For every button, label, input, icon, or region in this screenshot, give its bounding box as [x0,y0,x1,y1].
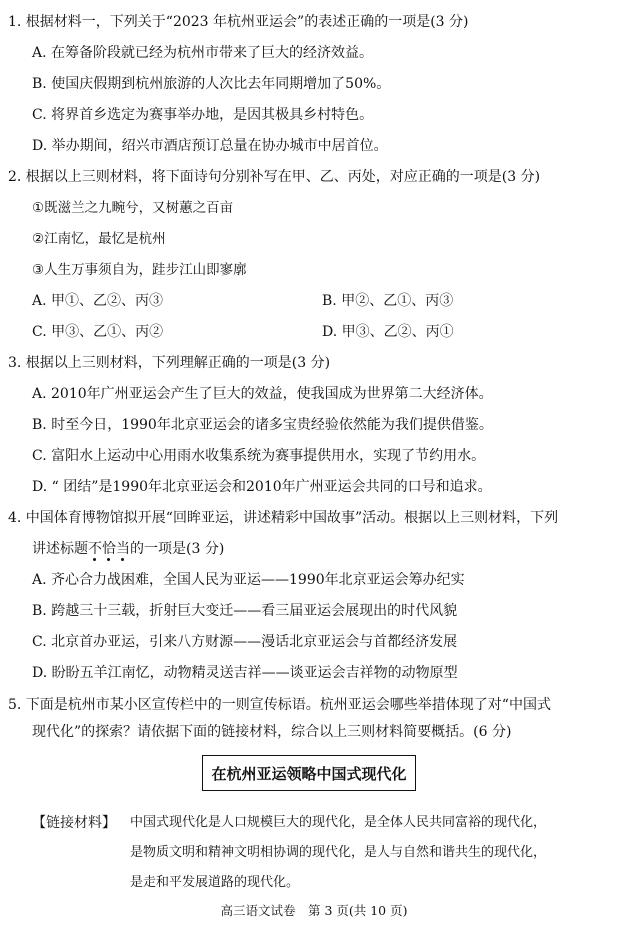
q5-stem-line2: 现代化”的探索？请依据下面的链接材料，综合以上三则材料简要概括。(6 分) [32,724,512,740]
slogan-box [202,755,416,791]
q3-option-c: C. 富阳水上运动中心用雨水收集系统为赛事提供用水，实现了节约用水。 [32,448,486,464]
q3-option-a: A. 2010年广州亚运会产生了巨大的效益，使我国成为世界第二大经济体。 [32,386,493,402]
link-material-line-3: 是走和平发展道路的现代化。 [130,875,300,890]
q2-option-a: A. 甲①、乙②、丙③ [32,293,164,309]
q2-option-b: B. 甲②、乙①、丙③ [322,293,454,309]
q4-stem-line1: 4. 中国体育博物馆拟开展“回眸亚运，讲述精彩中国故事”活动。根据以上三则材料，下列 [8,510,559,526]
q2-option-d: D. 甲③、乙②、丙① [322,324,454,340]
q4-option-a: A. 齐心合力战困难，全国人民为亚运——1990年北京亚运会筹办纪实 [32,572,465,588]
q4-emphasis-text: 不恰当 [88,541,130,557]
link-material-line-1: 中国式现代化是人口规模巨大的现代化，是全体人民共同富裕的现代化， [130,815,547,830]
q4-emphasis [88,541,130,557]
q1-option-d: D. 举办期间，绍兴市酒店预订总量在协办城市中居首位。 [32,138,388,154]
q4-option-d: D. 盼盼五羊江南忆，动物精灵送吉祥——谈亚运会吉祥物的动物原型 [32,665,458,681]
q4-option-c: C. 北京首办亚运，引来八方财源——漫话北京亚运会与首都经济发展 [32,634,458,650]
slogan-text: 在杭州亚运领略中国式现代化 [211,764,407,783]
q4-stem-suffix: 的一项是(3 分) [130,541,225,557]
emphasis-dot [107,558,110,561]
q3-option-b: B. 时至今日，1990年北京亚运会的诸多宝贵经验依然能为我们提供借鉴。 [32,417,493,433]
q4-stem-prefix: 讲述标题 [32,541,88,557]
q2-poem-2: ②江南忆，最忆是杭州 [32,231,166,247]
q2-poem-1: ①既滋兰之九畹兮，又树蕙之百亩 [32,200,234,216]
q4-stem-line2 [32,539,224,559]
q1-stem: 1. 根据材料一，下列关于“2023 年杭州亚运会”的表述正确的一项是(3 分) [8,14,469,30]
q2-poem-3: ③人生万事须自为，跬步江山即寥廓 [32,262,247,278]
link-material-label: 【链接材料】 [32,815,116,831]
q1-option-c: C. 将界首乡选定为赛事举办地，是因其极具乡村特色。 [32,107,374,123]
q2-option-c: C. 甲③、乙①、丙② [32,324,164,340]
q3-option-d: D. “ 团结”是1990年北京亚运会和2010年广州亚运会共同的口号和追求。 [32,479,492,495]
emphasis-dot [93,558,96,561]
emphasis-dot [121,558,124,561]
q4-option-b: B. 跨越三十三载，折射巨大变迁——看三届亚运会展现出的时代风貌 [32,603,458,619]
q2-stem: 2. 根据以上三则材料，将下面诗句分别补写在甲、乙、丙处，对应正确的一项是(3 分) [8,169,541,185]
page-footer: 高三语文试卷 第 3 页(共 10 页) [220,903,408,918]
link-material-line-2: 是物质文明和精神文明相协调的现代化，是人与自然和谐共生的现代化， [130,845,547,860]
q3-stem: 3. 根据以上三则材料，下列理解正确的一项是(3 分) [8,355,331,371]
q5-stem-line1: 5. 下面是杭州市某小区宣传栏中的一则宣传标语。杭州亚运会哪些举措体现了对“中国式 [8,697,551,713]
q1-option-b: B. 使国庆假期到杭州旅游的人次比去年同期增加了50%。 [32,76,391,92]
q1-option-a: A. 在筹备阶段就已经为杭州市带来了巨大的经济效益。 [32,45,374,61]
